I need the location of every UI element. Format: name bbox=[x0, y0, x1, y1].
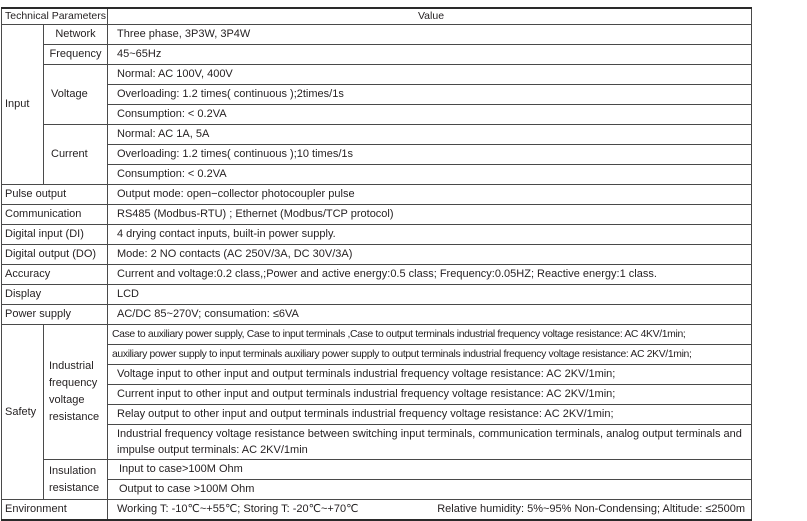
header-parameters: Technical Parameters bbox=[2, 8, 108, 25]
voltage-label: Voltage bbox=[44, 65, 108, 125]
display-label: Display bbox=[2, 285, 108, 305]
header-value: Value bbox=[108, 8, 752, 25]
communication-label: Communication bbox=[2, 205, 108, 225]
voltage-overloading: Overloading: 1.2 times( continuous );2times/1s bbox=[108, 85, 752, 105]
current-consumption: Consumption: < 0.2VA bbox=[108, 165, 752, 185]
accuracy-label: Accuracy bbox=[2, 265, 108, 285]
safety-line: Voltage input to other input and output terminals industrial frequency voltage resistance: AC 2KV/1min; bbox=[108, 365, 752, 385]
insulation-line: Output to case >100M Ohm bbox=[108, 480, 752, 500]
frequency-label: Frequency bbox=[44, 45, 108, 65]
technical-parameters-table bbox=[1, 7, 752, 521]
safety-line: Industrial frequency voltage resistance between switching input terminals, communication terminals, analog output terminals and impulse output terminals: AC 2KV/1min bbox=[108, 425, 752, 460]
power-supply-value: AC/DC 85~270V; consumation: ≤6VA bbox=[108, 305, 752, 325]
pulse-output-label: Pulse output bbox=[2, 185, 108, 205]
digital-input-value: 4 drying contact inputs, built-in power supply. bbox=[108, 225, 752, 245]
safety-line: Relay output to other input and output terminals industrial frequency voltage resistance: AC 2KV/1min; bbox=[108, 405, 752, 425]
display-value: LCD bbox=[108, 285, 752, 305]
insulation-line: Input to case>100M Ohm bbox=[108, 460, 752, 480]
safety-line: auxiliary power supply to input terminals auxiliary power supply to output terminals industrial frequency voltage resistance: AC 2KV/1min; bbox=[108, 345, 752, 365]
environment-temperature: Working T: -10℃~+55℃; Storing T: -20℃~+70℃ bbox=[117, 503, 359, 515]
environment-humidity: Relative humidity: 5%~95% Non-Condensing; Altitude: ≤2500m bbox=[437, 503, 745, 515]
pulse-output-value: Output mode: open−collector photocoupler pulse bbox=[108, 185, 752, 205]
current-label: Current bbox=[44, 125, 108, 185]
safety-line: Case to auxiliary power supply, Case to input terminals ,Case to output terminals industrial frequency voltage resistance: AC 4KV/1min; bbox=[108, 325, 752, 345]
communication-value: RS485 (Modbus-RTU) ; Ethernet (Modbus/TCP protocol) bbox=[108, 205, 752, 225]
current-normal: Normal: AC 1A, 5A bbox=[108, 125, 752, 145]
voltage-consumption: Consumption: < 0.2VA bbox=[108, 105, 752, 125]
frequency-value: 45~65Hz bbox=[108, 45, 752, 65]
digital-input-label: Digital input (DI) bbox=[2, 225, 108, 245]
network-label: Network bbox=[44, 25, 108, 45]
voltage-normal: Normal: AC 100V, 400V bbox=[108, 65, 752, 85]
insulation-label: Insulation resistance bbox=[44, 460, 108, 500]
power-supply-label: Power supply bbox=[2, 305, 108, 325]
current-overloading: Overloading: 1.2 times( continuous );10 times/1s bbox=[108, 145, 752, 165]
environment-label: Environment bbox=[2, 500, 108, 521]
safety-label: Safety bbox=[2, 325, 44, 500]
safety-line: Current input to other input and output terminals industrial frequency voltage resistance: AC 2KV/1min; bbox=[108, 385, 752, 405]
accuracy-value: Current and voltage:0.2 class,;Power and active energy:0.5 class; Frequency:0.05HZ; Reactive energy:1 class. bbox=[108, 265, 752, 285]
industrial-frequency-label: Industrial frequency voltage resistance bbox=[44, 325, 108, 460]
digital-output-label: Digital output (DO) bbox=[2, 245, 108, 265]
digital-output-value: Mode: 2 NO contacts (AC 250V/3A, DC 30V/3A) bbox=[108, 245, 752, 265]
input-label: Input bbox=[2, 25, 44, 185]
network-value: Three phase, 3P3W, 3P4W bbox=[108, 25, 752, 45]
